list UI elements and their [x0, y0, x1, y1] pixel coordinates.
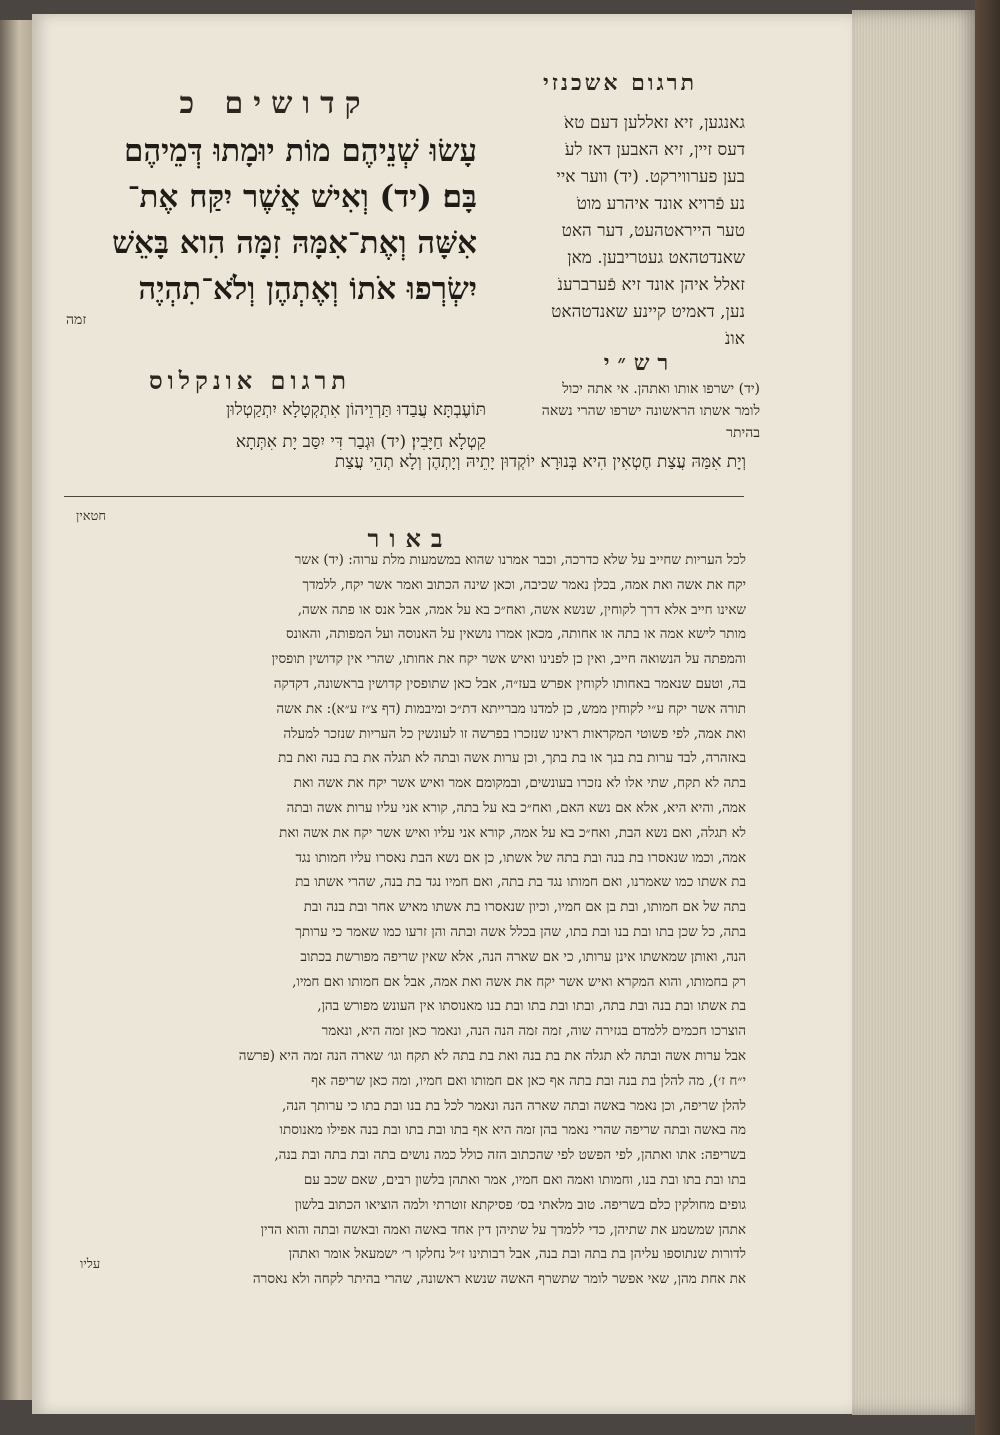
biur-line: להלן שריפה, וכן נאמר באשה ובתה שארה הנה ונאמר לכל בת בנו ובת בתו כי ערותך הנה, [281, 1097, 746, 1114]
hebrew-line: אִשָּׁה וְאֶת־אִמָּהּ זִמָּה הִוא בָּאֵשׁ [112, 225, 477, 261]
biur-line: שאינו חייב אלא דרך לקוחין, שנשא אשה, ואח״כ בא על אמה, אבל אנס או פתה אשה, [297, 601, 746, 618]
onkelos-line: קַטְלָא חַיָּבִין׃ (יד) וּגְבַר דִּי יִסַּב יָת אִתְּתָא [235, 432, 486, 452]
onkelos-full-line: וְיָת אִמַּהּ עֲצַת חֶטְאִין הִיא בְּנוּרָא יוֹקְדוּן יָתֵיהּ וְיָתְהֶן וְלָא תְהֵי עֲצַת [334, 452, 746, 472]
biur-line: את אחת מהן, שאי אפשר לומר שתשרף האשה שנשא ראשונה, שהרי בהיתר לקחה ולא נאסרה [252, 1271, 746, 1288]
biur-line: לכל העריות שחייב על שלא כדרכה, וכבר אמרנו שהוא במשמעות מלת ערוה: (יד) אשר [294, 552, 746, 568]
page-edges [852, 10, 980, 1415]
rashi-line: בהיתר [726, 425, 760, 441]
biur-title: באור [367, 524, 453, 553]
catchword-hebrew: זמה [66, 312, 87, 328]
biur-line: בת אשתו ובת בנה ובת בתה, ובתו ובת בתו ובת בנו מאנוסתו אין העונש מפורש בהן, [317, 998, 746, 1015]
biur-line: בתה, כל שכן בתו ובת בנו ובת בתו, שהן בכלל אשה ובתה והן זרעו כמו שאמר כי ערותך [295, 923, 746, 940]
running-header-translation: תרגום אשכנזי [542, 70, 697, 96]
catchword-bottom: עליו [80, 1257, 101, 1272]
biur-line: י״ח ז׳), מה להלן בת בנה ובת בתה אף כאן אם חמותו ואם חמיו, ומה כאן שריפה אף [311, 1072, 746, 1089]
rashi-title: רש״י [603, 350, 677, 376]
book-cover-edge [975, 0, 1000, 1435]
biur-line: לדורות שנתוספו עליהן בת בתה ובת בנה, אבל רבותינו ז״ל נחלקו ר׳ ישמעאל אומר ואתהן [288, 1246, 746, 1263]
ashkenazi-line: גאנגען, זיא זאללען דעם טאֹ [564, 113, 745, 133]
biur-line: מה באשה ובתה שריפה שהרי נאמר בהן זמה היא אף בתו ובת בתו ובת בנה אפילו מאנוסתו [279, 1122, 746, 1139]
ashkenazi-line: טער הייראטהעט, דער האט [561, 221, 745, 241]
rashi-commentary [470, 378, 760, 444]
biur-line: באזהרה, לבד ערות בת בנך או בת בתך, וכן ערות אשה ובתה לא תגלה את בת בנה ואת בת [278, 750, 746, 767]
biur-line: בתה לא תקח, שתי אלו לא נזכרו בעונשים, ובמקומם אמר ואיש אשר יקח את אשה ואת [293, 775, 746, 792]
biur-line: לא תגלה, ואם נשא הבת, ואח״כ בא על אמה, קורא אני עליו ואיש אשר יקח את אשה ואת [279, 824, 746, 841]
ashkenazi-line: שאנדטהאט געטריבען. מאן [567, 248, 745, 268]
section-divider [64, 496, 744, 497]
ashkenazi-line: בען פערווירקט. (יד) ווער איי [556, 167, 745, 187]
onkelos-line: תּוֹעֶבְתָּא עֲבַדוּ תַּרְוֵיהוֹן אִתְקְטָלָא יִתְקַטְלוּן [226, 400, 486, 420]
rashi-line: לומר אשתו הראשונה ישרפו שהרי נשאה [541, 403, 760, 419]
biur-line: הוצרכו חכמים ללמדם בגזירה שוה, זמה זמה הנה הנה, ונאמר כאן זמה היא, ונאמר [321, 1023, 746, 1040]
biur-line: הנה, ואותן שמאשתו אינן ערותו, כי אם שארה הנה, אלא שאין שריפה מפורשת בכתוב [300, 948, 746, 965]
biur-line: אתהן שמשמע את שתיהן, כדי ללמדך על שתיהן דין אחד באשה ואמה ובאשה ובתה והוא הדין [260, 1221, 746, 1238]
biur-line: בתה של אם חמותו, ובת בן אם חמיו, וכיון שנאסרו בת אשתו מאיש אחר ובת בנה ובת [303, 899, 746, 916]
book-edge-left [0, 20, 32, 1400]
biur-line: בשריפה: אתו ואתהן, לפי הפשט לפי שהכתוב הזה כולל כמה נושים בתה ובת בתה ובת בנה, [274, 1147, 746, 1164]
running-header-book: קדושים כ [179, 86, 371, 121]
hebrew-line: עָשׂוּ שְׁנֵיהֶם מוֹת יוּמָתוּ דְּמֵיהֶם [123, 133, 477, 169]
biur-line: רק בחמותו, והוא המקרא ואיש אשר יקח את אשה ואת אמה, אבל אם חמותו ואם חמיו, [292, 973, 746, 990]
biur-line: יקח את אשה ואת אמה, בכלן נאמר שכיבה, וכאן שינה הכתוב ואמר אשר יקח, ללמדך [302, 576, 746, 593]
biur-line: בתו ובת בתו ובת בנו, וחמותו ואמה ואם חמיו, אמר ואתהן בלשון רבים, שאם שכב עם [303, 1171, 746, 1188]
ashkenazi-line: זאלל איהן אונד זיא פֿערברענֹ [557, 275, 745, 295]
ashkenazi-translation [490, 110, 745, 353]
onkelos-title: תרגום אונקלוס [148, 366, 352, 395]
biur-line: תורה אשר יקח ע״י לקוחין ממש, כן למדנו מברייתא דת״כ ומיבמות (דף צ״ז ע״א): את אשה [276, 700, 746, 717]
hebrew-line: בָּם׃ (יד) וְאִישׁ אֲשֶׁר יִקַּח אֶת־ [127, 179, 477, 215]
hebrew-verse-text [62, 128, 477, 312]
hebrew-line: יִשְׂרְפוּ אֹתוֹ וְאֶתְהֶן וְלֹא־תִהְיֶה [138, 271, 477, 307]
onkelos-targum [66, 394, 486, 458]
biur-line: אמה, וכמו שנאסרו בת בנה ובת בתה של אשתו, כן אם נשא הבת נאסרו עליו חמותו נגד [295, 849, 746, 866]
biur-line: בה, וטעם שנאמר באחותו לקוחין אפרש בעז״ה, אבל כאן שתופסין קדושין בראשונה, דקדקה [273, 675, 746, 692]
ashkenazi-line: דעס זיין, זיא האבען דאז לעֹ [564, 140, 745, 160]
biur-line: והמפתה על הנשואה חייב, ואין כן לפנינו ואיש אשר יקח את אחותו, שהרי אין קדושין תופסין [271, 651, 746, 668]
biur-line: אמה, והיא היא, אלא אם נשא האם, ואח״כ בא על בתה, קורא אני עליו ערות אשה ובתה [286, 799, 746, 816]
biur-commentary [66, 548, 746, 1292]
biur-line: בת אשתו כמו שאמרנו, ואם חמותו נגד בת בתה, ואם חמיו נגד בת בנה, שהרי אשתו בת [295, 874, 746, 891]
rashi-line: (יד) ישרפו אותו ואתהן. אי אתה יכול [562, 381, 760, 397]
catchword-onkelos: חטאין [76, 509, 107, 524]
ashkenazi-line: נע פֿרויא אונד איהרע מוטֹ [576, 194, 745, 214]
ashkenazi-line: נען, דאמיט קיינע שאנדטהאט [551, 302, 745, 322]
ashkenazi-line: אונֹ [724, 329, 745, 349]
biur-line: ואת אמה, לפי פשוטי המקראות ראינו שנזכרו בפרשה זו לעונשין כל העריות שנזכר למעלה [283, 725, 746, 742]
biur-line: גופים מחולקין כלם בשריפה. טוב מלאתי בס׳ פסיקתא זוטרתי ולמה הוציאו הכתוב בלשון [294, 1196, 746, 1213]
biur-line: מותר לישא אמה או בתה או אחותה, מכאן אמרו נושאין על האנוסה ועל המפותה, והאונס [286, 626, 746, 643]
biur-line: אבל ערות אשה ובתה לא תגלה את בת בנה ואת בת בתה לא תקח וגו׳ שארה הנה זמה היא (פרשה [238, 1047, 746, 1064]
